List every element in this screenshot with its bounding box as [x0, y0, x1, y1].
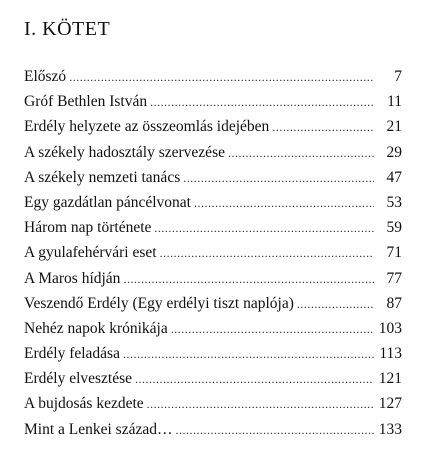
toc-list — [24, 64, 402, 442]
toc-entry — [24, 391, 402, 416]
toc-entry — [24, 64, 402, 89]
dot-leader — [147, 392, 374, 417]
dot-leader — [228, 141, 374, 166]
toc-entry-page: 53 — [386, 193, 402, 211]
toc-entry-title: Veszendő Erdély (Egy erdélyi tiszt naplója) — [24, 294, 294, 312]
toc-entry-page: 7 — [394, 68, 402, 85]
toc-entry-title: Nehéz napok krónikája — [24, 319, 168, 337]
toc-entry-page: 103 — [378, 319, 402, 337]
dot-leader — [272, 115, 374, 140]
toc-entry-title: Előszó — [24, 68, 67, 85]
toc-entry-page: 21 — [386, 118, 402, 136]
toc-entry-title: Gróf Bethlen István — [24, 93, 148, 111]
dot-leader — [171, 317, 374, 342]
toc-entry-title: A székely nemzeti tanács — [24, 168, 181, 186]
toc-entry-page: 87 — [386, 294, 402, 312]
toc-entry-title: A gyulafehérvári eset — [24, 244, 157, 262]
dot-leader — [183, 166, 374, 191]
toc-entry-page: 113 — [379, 345, 402, 363]
toc-entry — [24, 240, 402, 265]
dot-leader — [135, 367, 374, 392]
toc-entry — [24, 316, 402, 341]
toc-entry-title: A székely hadosztály szervezése — [24, 143, 225, 161]
dot-leader — [175, 418, 374, 443]
dot-leader — [160, 241, 374, 266]
toc-entry — [24, 341, 402, 366]
toc-entry-page: 11 — [387, 93, 402, 111]
toc-entry — [24, 114, 402, 139]
toc-entry-page: 47 — [386, 168, 402, 186]
toc-entry-page: 77 — [386, 269, 402, 287]
toc-entry — [24, 89, 402, 114]
toc-entry-title: Erdély helyzete az összeomlás idejében — [24, 118, 270, 136]
toc-entry-title: Három nap története — [24, 219, 152, 237]
toc-entry — [24, 140, 402, 165]
dot-leader — [194, 191, 374, 216]
toc-entry-title: Erdély feladása — [24, 345, 120, 363]
dot-leader — [297, 292, 374, 317]
dot-leader — [123, 342, 374, 367]
volume-title: I. KÖTET — [24, 18, 111, 40]
dot-leader — [150, 90, 374, 115]
toc-entry-page: 71 — [386, 244, 402, 262]
dot-leader — [69, 65, 374, 90]
toc-entry-page: 127 — [378, 395, 402, 413]
toc-entry — [24, 417, 402, 442]
toc-entry-page: 121 — [378, 370, 402, 388]
toc-entry — [24, 291, 402, 316]
toc-entry — [24, 366, 402, 391]
toc-entry — [24, 190, 402, 215]
toc-entry-title: A bujdosás kezdete — [24, 395, 144, 413]
toc-entry-page: 59 — [386, 219, 402, 237]
toc-entry-title: Erdély elvesztése — [24, 370, 133, 388]
toc-entry-title: Egy gazdátlan páncélvonat — [24, 193, 191, 211]
toc-entry-title: A Maros hídján — [24, 269, 121, 287]
toc-entry — [24, 165, 402, 190]
toc-entry-page: 29 — [386, 143, 402, 161]
toc-entry-title: Mint a Lenkei század… — [24, 420, 173, 438]
toc-entry — [24, 215, 402, 240]
toc-entry-page: 133 — [378, 420, 402, 438]
dot-leader — [154, 216, 374, 241]
dot-leader — [123, 267, 374, 292]
toc-entry — [24, 266, 402, 291]
